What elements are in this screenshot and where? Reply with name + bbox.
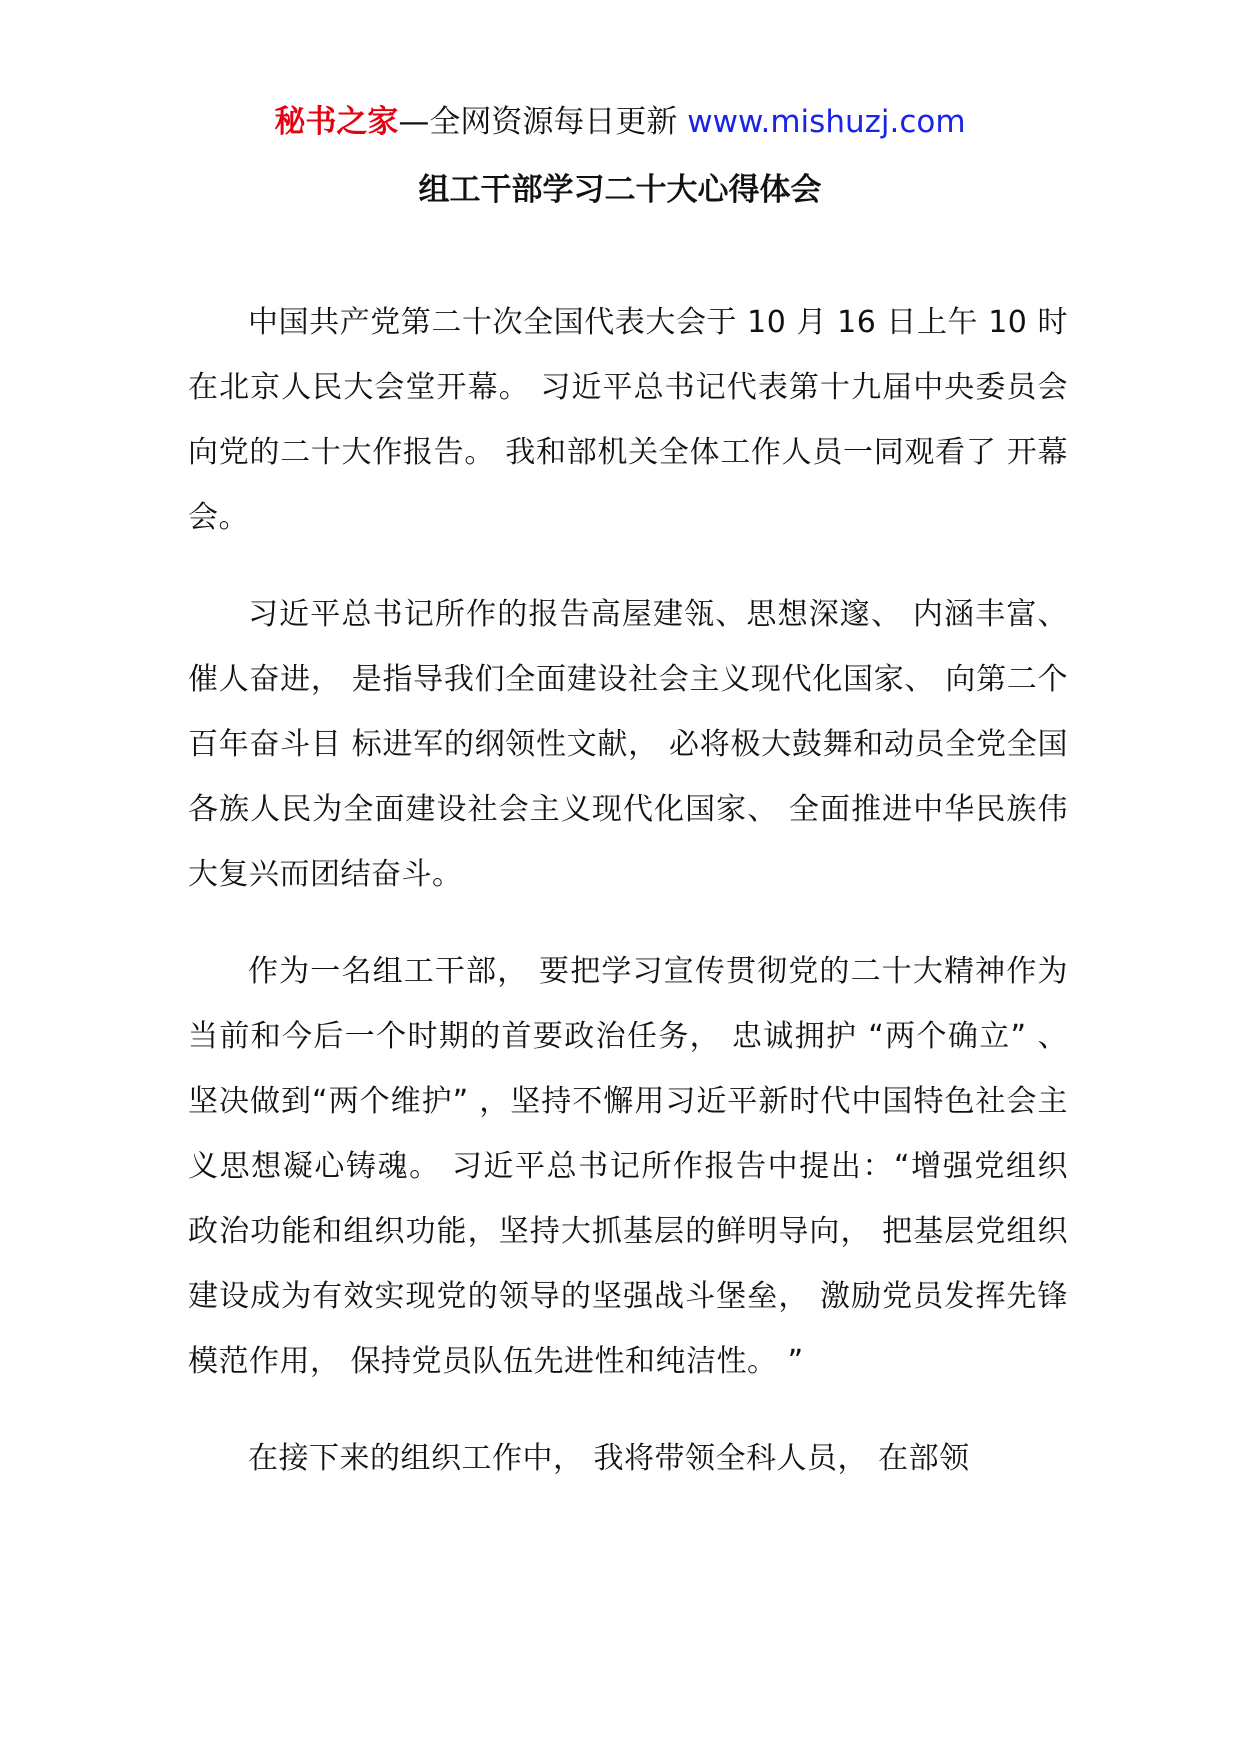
brand-name: 秘书之家	[274, 104, 399, 140]
site-header	[0, 100, 1240, 144]
paragraph-4: 在接下来的组织工作中， 我将带领全科人员， 在部领	[248, 1441, 970, 1476]
paragraph-1: 中国共产党第二十次全国代表大会于 10 月 16 日上午 10 时在北京人民大会堂开幕。 习近平总书记代表第十九届中央委员会向党的二十大作报告。 我和部机关全体工作人员一同观看了 开幕会。	[188, 305, 1068, 535]
paragraph-3: 作为一名组工干部， 要把学习宣传贯彻党的二十大精神作为当前和今后一个时期的首要政治任务， 忠诚拥护 “两个确立” 、 坚决做到“两个维护” ，坚持不懈用习近平新时代中国特色社会主义思想凝心铸魂。 习近平总书记所作报告中提出：“增强党组织政治功能和组织功能，坚持大抓基层的鲜明导向， 把基层党组织建设成为有效实现党的领导的坚强战斗堡垒， 激励党员发挥先锋模范作用， 保持党员队伍先进性和纯洁性。 ”	[188, 954, 1068, 1379]
document-body	[188, 290, 1068, 1523]
paragraph-2: 习近平总书记所作的报告高屋建瓴、思想深邃、 内涵丰富、催人奋进， 是指导我们全面建设社会主义现代化国家、 向第二个百年奋斗目 标进军的纲领性文献， 必将极大鼓舞和动员全党全国各族人民为全面建设社会主义现代化国家、 全面推进中华民族伟大复兴而团结奋斗。	[188, 597, 1068, 892]
site-url-link[interactable]: www.mishuzj.com	[687, 104, 966, 140]
document-title: 组工干部学习二十大心得体会	[418, 172, 822, 208]
header-slogan: —全网资源每日更新	[398, 104, 678, 140]
